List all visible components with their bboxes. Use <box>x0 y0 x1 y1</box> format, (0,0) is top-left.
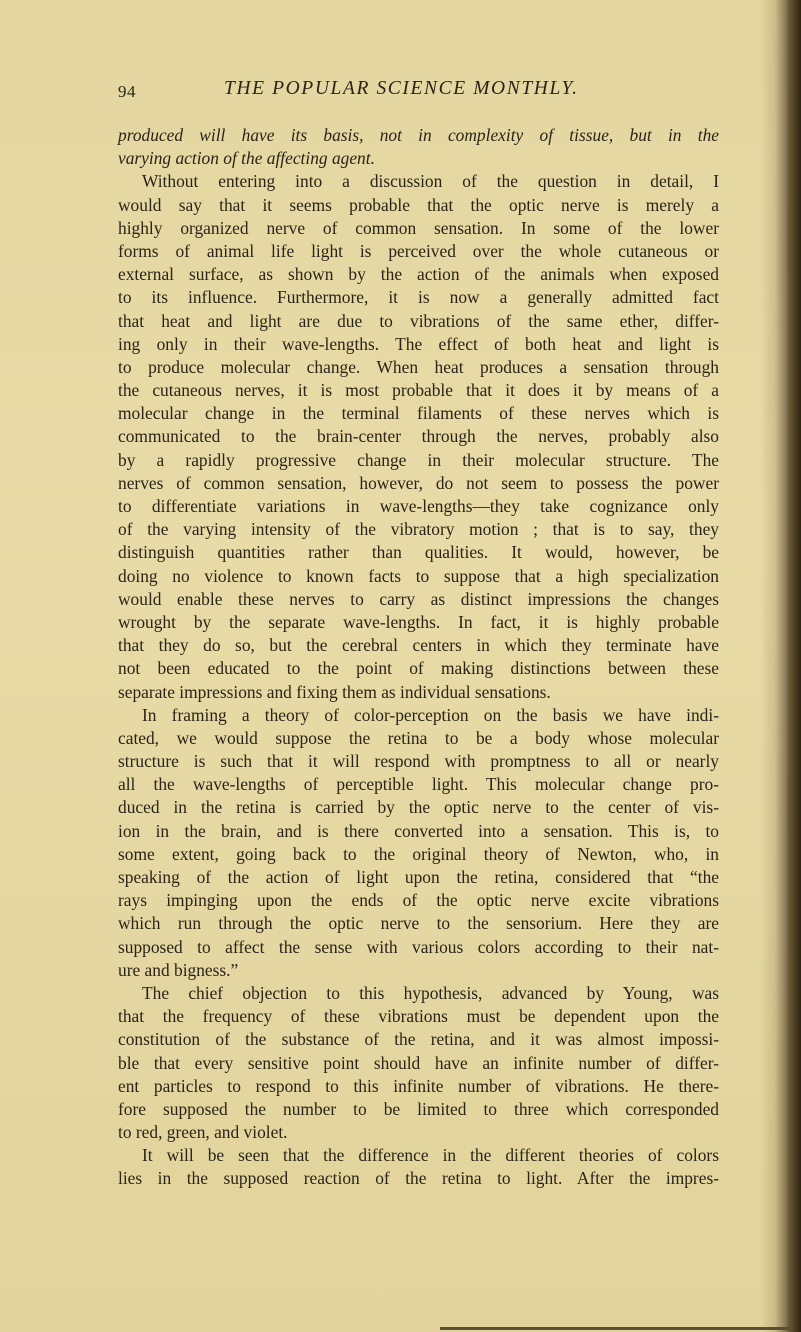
text-line: molecular change in the terminal filaments of these nerves which is <box>118 403 719 424</box>
text-line: separate impressions and fixing them as individual sensations. <box>118 681 551 702</box>
text-line: ion in the brain, and is there converted into a sensation. This is, to <box>118 820 719 841</box>
text-line: forms of animal life light is perceived over the whole cutaneous or <box>118 240 719 261</box>
text-line: the cutaneous nerves, it is most probable that it does it by means of a <box>118 380 719 401</box>
text-line: lies in the supposed reaction of the retina to light. After the impres- <box>118 1168 719 1189</box>
text-line: ure and bigness.” <box>118 959 239 980</box>
text-line: to red, green, and violet. <box>118 1122 288 1143</box>
text-line: would enable these nerves to carry as distinct impressions the changes <box>118 588 719 609</box>
body-text <box>118 124 719 1191</box>
text-line: produced will have its basis, not in complexity of tissue, but in the <box>118 125 719 145</box>
text-line: supposed to affect the sense with various colors according to their nat- <box>118 936 719 957</box>
text-line: ent particles to respond to this infinite number of vibrations. He there- <box>118 1075 719 1096</box>
text-line: ing only in their wave-lengths. The effect of both heat and light is <box>118 333 719 354</box>
text-line: fore supposed the number to be limited to three which corresponded <box>118 1098 719 1119</box>
text-line: nerves of common sensation, however, do not seem to possess the power <box>118 472 719 493</box>
text-line: that heat and light are due to vibrations of the same ether, differ- <box>118 310 719 331</box>
text-line: would say that it seems probable that the optic nerve is merely a <box>118 194 719 215</box>
text-line: wrought by the separate wave-lengths. In fact, it is highly probable <box>118 611 719 632</box>
text-line: communicated to the brain-center through the nerves, probably also <box>118 426 719 447</box>
text-line: external surface, as shown by the action of the animals when exposed <box>118 264 719 285</box>
text-line: distinguish quantities rather than qualities. It would, however, be <box>118 542 719 563</box>
text-line: to differentiate variations in wave-lengths—they take cognizance only <box>118 496 719 516</box>
journal-title: THE POPULAR SCIENCE MONTHLY. <box>224 78 579 99</box>
text-line: It will be seen that the difference in the different theories of colors <box>142 1145 719 1166</box>
text-line: Without entering into a discussion of the question in detail, I <box>142 171 719 192</box>
book-binding-edge <box>789 0 801 1332</box>
text-line: to its influence. Furthermore, it is now a generally admitted fact <box>118 287 719 308</box>
text-line: varying action of the affecting agent. <box>118 148 375 169</box>
text-line: that they do so, but the cerebral centers in which they terminate have <box>118 635 719 656</box>
page-bottom-edge <box>440 1327 789 1330</box>
text-line: not been educated to the point of making distinctions between these <box>118 658 719 679</box>
text-line: by a rapidly progressive change in their molecular structure. The <box>118 449 719 470</box>
text-line: which run through the optic nerve to the sensorium. Here they are <box>118 913 719 934</box>
text-line: The chief objection to this hypothesis, advanced by Young, was <box>142 982 719 1003</box>
text-line: to produce molecular change. When heat produces a sensation through <box>118 356 719 377</box>
text-line: rays impinging upon the ends of the optic nerve excite vibrations <box>118 890 719 911</box>
text-line: some extent, going back to the original theory of Newton, who, in <box>118 843 719 864</box>
text-line: doing no violence to known facts to suppose that a high specialization <box>118 565 719 586</box>
text-line: constitution of the substance of the retina, and it was almost impossi- <box>118 1029 719 1050</box>
text-line: speaking of the action of light upon the retina, considered that “the <box>118 867 719 887</box>
text-line: In framing a theory of color-perception on the basis we have indi- <box>142 704 719 725</box>
text-line: cated, we would suppose the retina to be a body whose molecular <box>118 727 719 748</box>
text-line: ble that every sensitive point should have an infinite number of differ- <box>118 1052 719 1073</box>
text-line: structure is such that it will respond with promptness to all or nearly <box>118 751 719 772</box>
running-header <box>118 78 638 108</box>
text-line: highly organized nerve of common sensation. In some of the lower <box>118 217 719 238</box>
page-number: 94 <box>118 82 136 101</box>
text-line: duced in the retina is carried by the optic nerve to the center of vis- <box>118 797 719 818</box>
text-line: that the frequency of these vibrations must be dependent upon the <box>118 1006 719 1027</box>
text-line: all the wave-lengths of perceptible light. This molecular change pro- <box>118 774 719 795</box>
text-line: of the varying intensity of the vibratory motion ; that is to say, they <box>118 519 719 540</box>
